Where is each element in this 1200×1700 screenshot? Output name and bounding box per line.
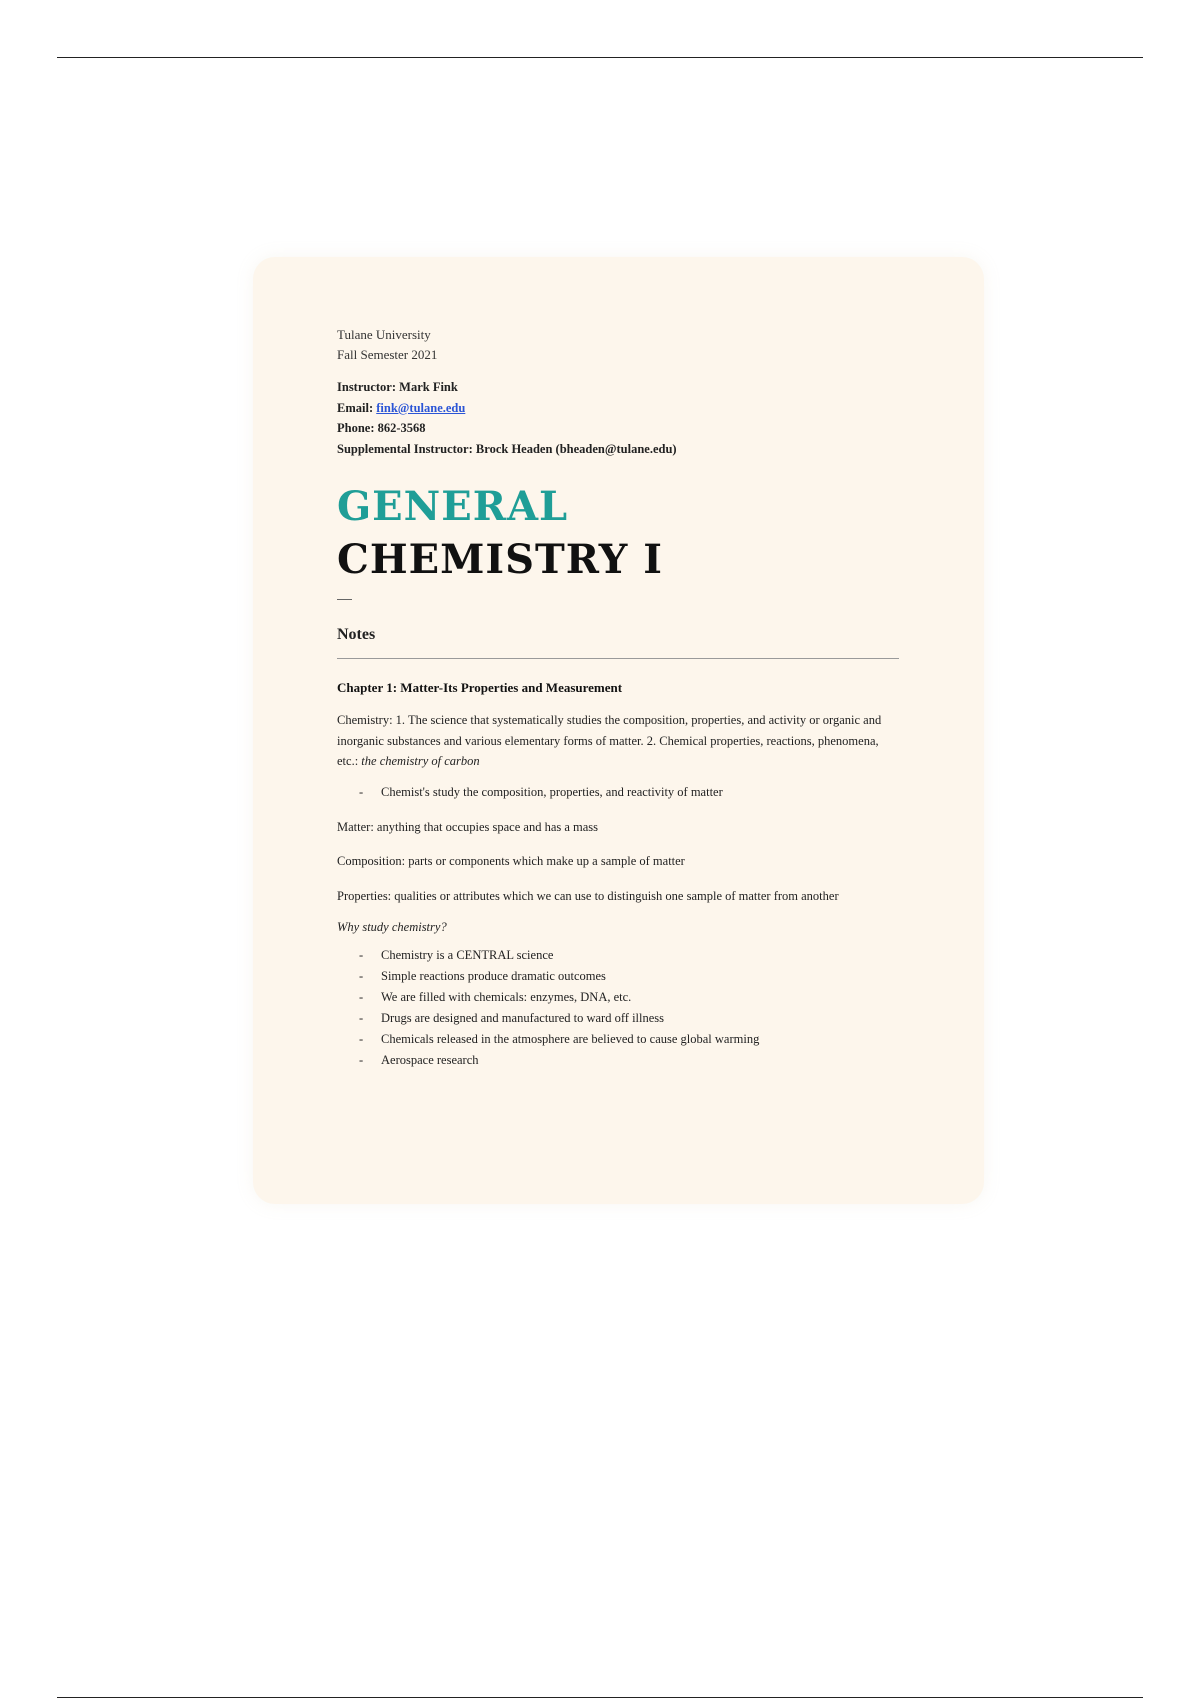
list-item-text: Chemicals released in the atmosphere are believed to cause global warming [381,1032,760,1046]
document-content [337,325,899,1071]
properties-definition: Properties: qualities or attributes which we can use to distinguish one sample of matter from another [337,888,839,903]
phone-number: 862-3568 [377,421,426,435]
matter-definition: Matter: anything that occupies space and has a mass [337,819,599,834]
chemistry-bullets [337,782,899,803]
contact-block [337,377,899,459]
instructor-line [337,377,899,398]
title-underline [337,599,352,600]
bullet-dash: - [359,1011,364,1025]
bullet-dash: - [359,990,364,1004]
chemistry-example: the chemistry of carbon [361,754,480,768]
title-chemistry: CHEMISTRY I [337,536,663,583]
bullet-dash: - [359,969,364,983]
supplemental-instructor-label: Supplemental Instructor: [337,441,473,456]
list-item [337,945,899,966]
notes-heading: Notes [337,626,376,643]
list-item-text: Aerospace research [381,1053,479,1067]
chapter-title: Chapter 1: Matter-Its Properties and Measurement [337,680,623,695]
list-item [337,1008,899,1029]
document-page [253,257,984,1204]
reasons-list [337,945,899,1071]
list-item [337,987,899,1008]
title-general: GENERAL [337,483,569,530]
phone-label: Phone: [337,421,375,435]
chemistry-definition-text: Chemistry: 1. The science that systematically studies the composition, properties, and activity or organic and inorganic substances and various elementary forms of matter. 2. Chemical properties, reactions, phenomena, etc.: [337,713,882,768]
supplemental-instructor-name: Brock Headen (bheaden@tulane.edu) [475,441,677,456]
instructor-label: Instructor: [337,380,397,394]
email-link[interactable]: fink@tulane.edu [376,400,466,415]
bullet-dash: - [359,948,364,962]
list-item [337,1029,899,1050]
list-item-text: Simple reactions produce dramatic outcomes [381,969,606,983]
bullet-dash: - [359,784,364,799]
bottom-rule [57,1697,1143,1698]
why-study-heading: Why study chemistry? [337,920,447,934]
list-item [337,966,899,987]
list-item-text: Drugs are designed and manufactured to ward off illness [381,1011,665,1025]
bullet-dash: - [359,1032,364,1046]
email-line [337,398,899,419]
email-label: Email: [337,400,374,415]
list-item [337,1050,899,1071]
university-name: Tulane University [337,327,431,342]
list-item-text: Chemistry is a CENTRAL science [381,948,554,962]
chemistry-definition [337,710,899,772]
top-rule [57,57,1143,58]
semester: Fall Semester 2021 [337,347,438,362]
list-item [337,782,899,803]
phone-line [337,418,899,439]
list-item-text: Chemist's study the composition, properties, and reactivity of matter [381,784,723,799]
bullet-dash: - [359,1053,364,1067]
list-item-text: We are filled with chemicals: enzymes, DNA, etc. [381,990,632,1004]
composition-definition: Composition: parts or components which make up a sample of matter [337,854,685,868]
instructor-name: Mark Fink [399,380,458,394]
supplemental-instructor-line [337,439,899,460]
section-divider [337,658,899,659]
